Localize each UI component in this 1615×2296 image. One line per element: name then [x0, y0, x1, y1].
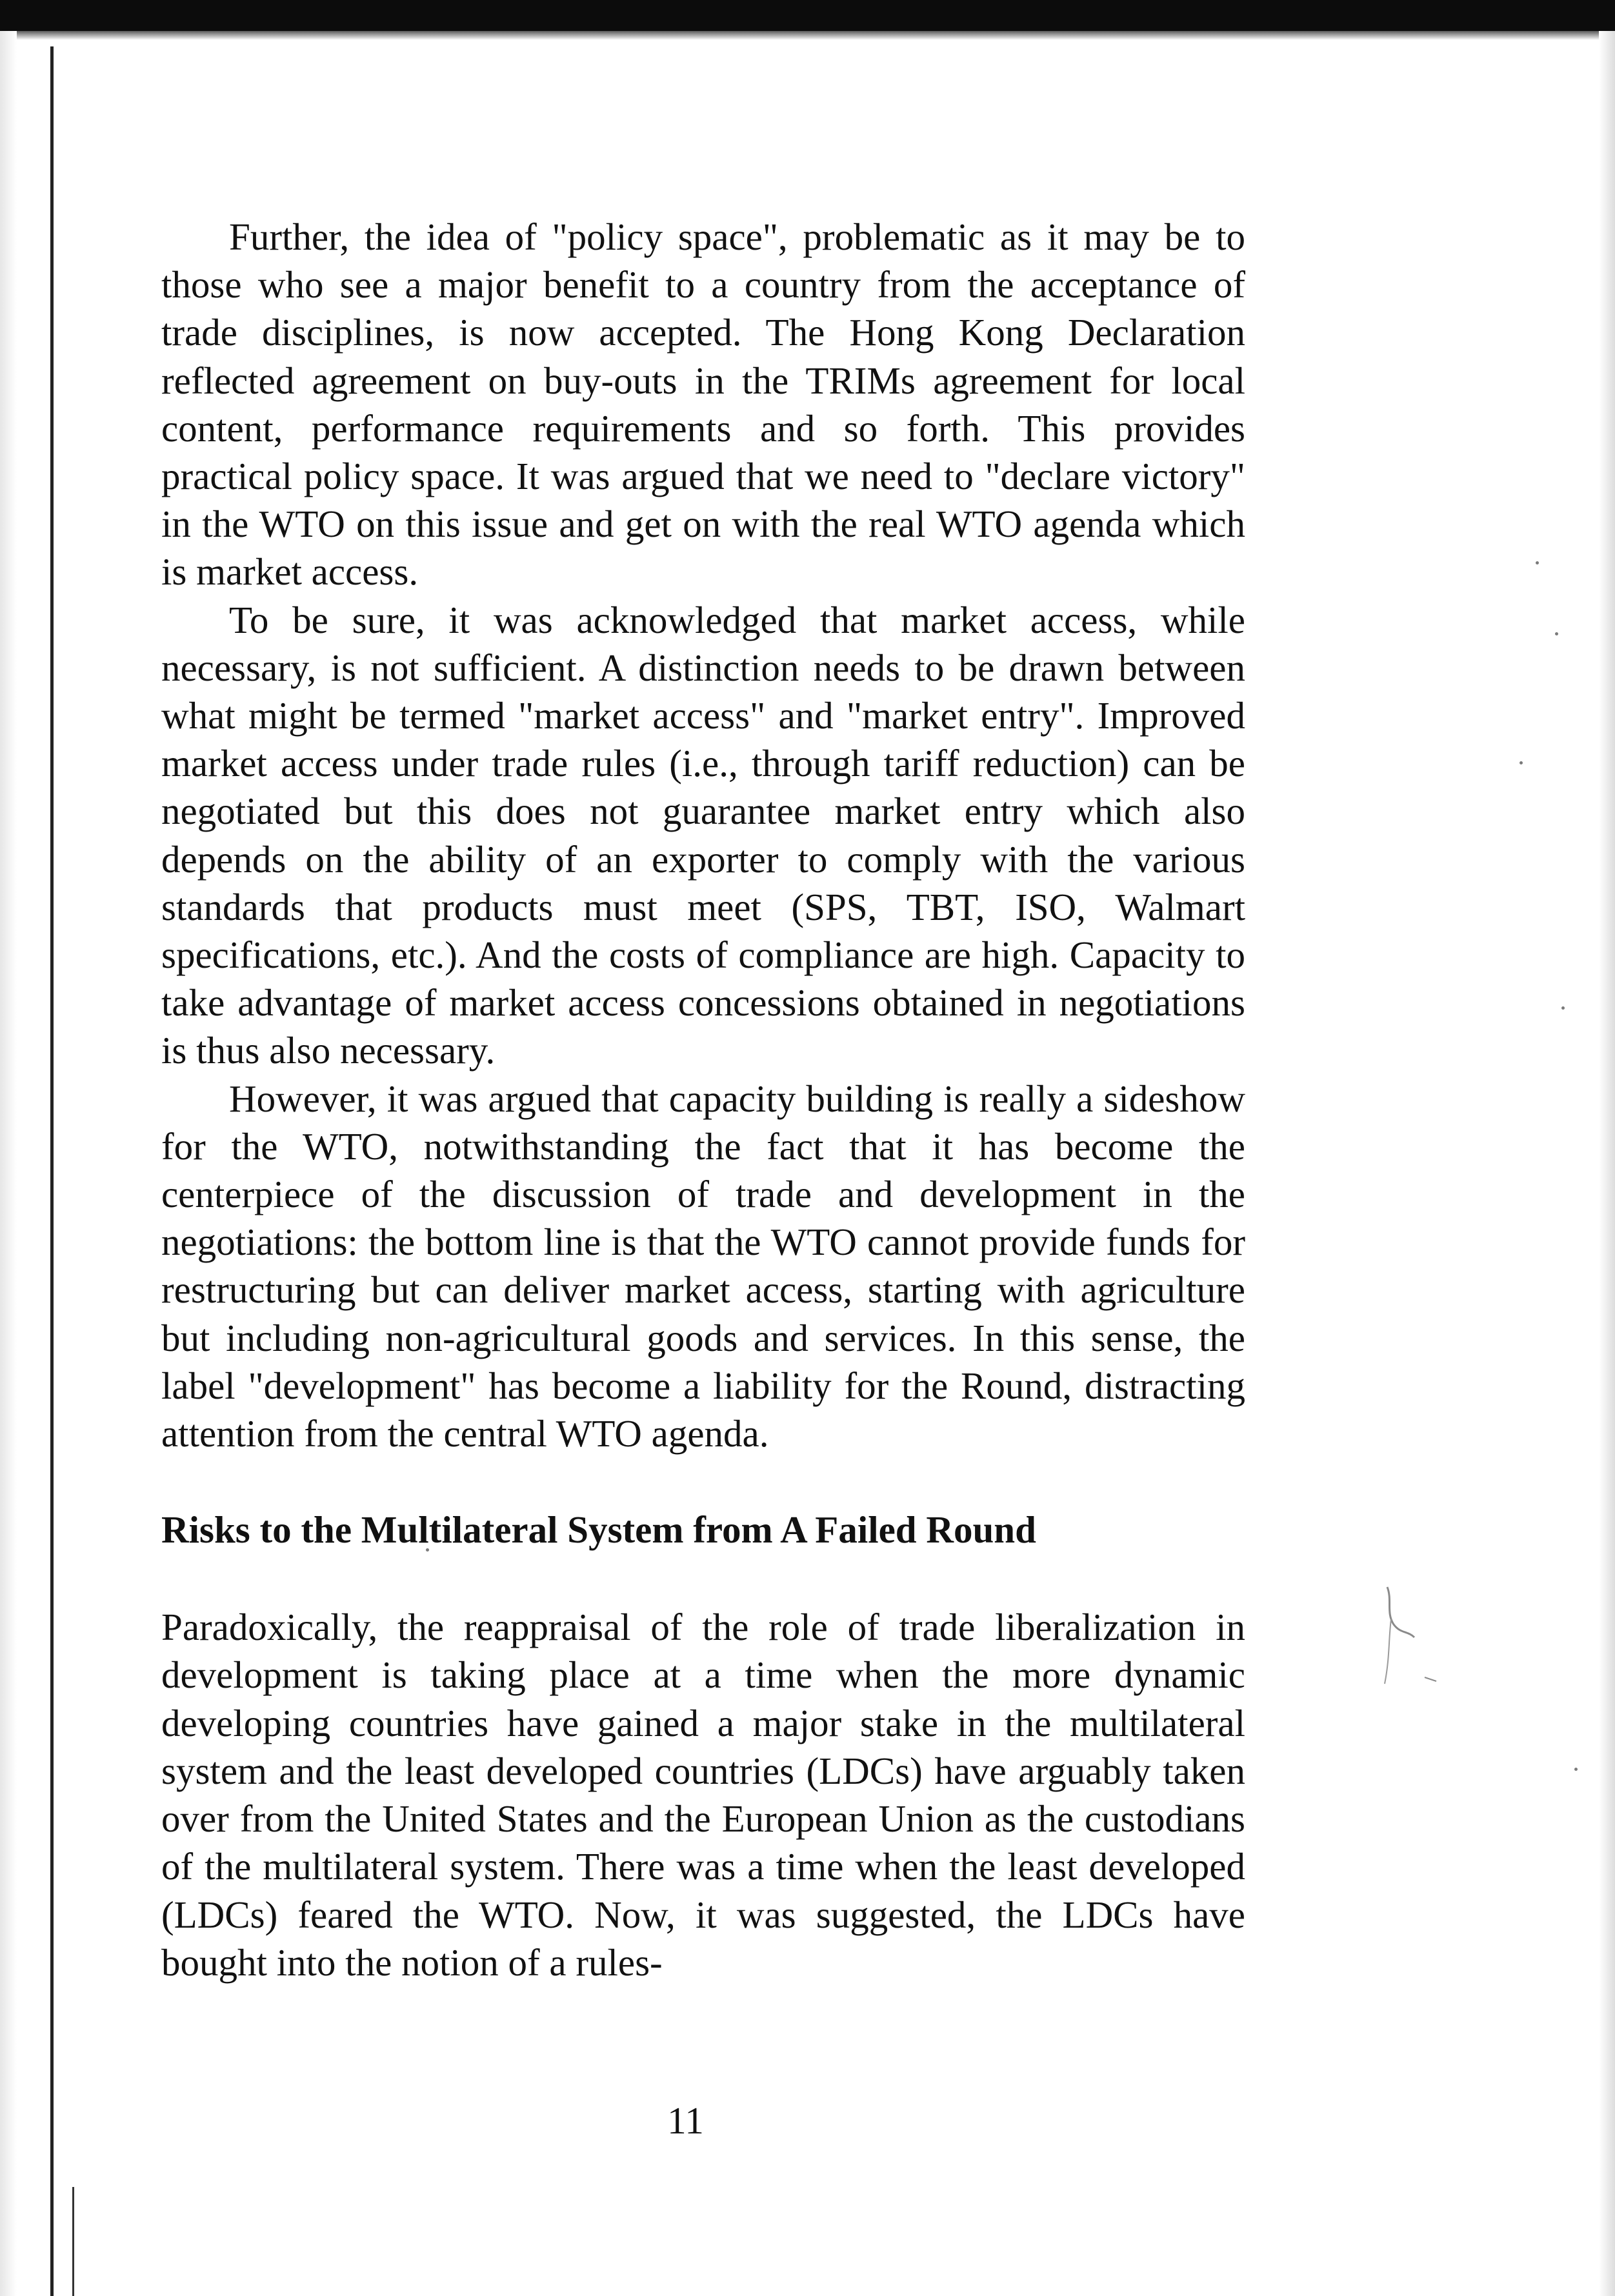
scan-speck	[1561, 1006, 1565, 1010]
scan-speck	[1555, 632, 1558, 635]
section-heading: Risks to the Multilateral System from A Failed Round	[161, 1508, 1036, 1552]
page-body	[161, 213, 1245, 1986]
paragraph: Further, the idea of "policy space", problematic as it may be to those who see a major benefit to a country from the acceptance of trade disciplines, is now accepted. The Hong Kong Declaration reflected agreement on buy-outs in the TRIMs agreement for local content, performance requirements and so forth. This provides practical policy space. It was argued that we need to "declare victory" in the WTO on this issue and get on with the real WTO agenda which is market access.	[161, 215, 1245, 594]
scan-speck	[1574, 1768, 1578, 1771]
scan-speck	[1520, 761, 1523, 764]
paragraph: However, it was argued that capacity building is really a sideshow for the WTO, notwithstanding the fact that it has become the centerpiece of the discussion of trade and development in the negotiations: the bottom line is that the WTO cannot provide funds for restructuring but can deliver market access, starting with agriculture but including non-agricultural goods and services. In this sense, the label "development" has become a liability for the Round, distracting attention from the central WTO agenda.	[161, 1077, 1245, 1455]
scan-right-edge	[1599, 31, 1615, 2296]
paragraph: To be sure, it was acknowledged that market access, while necessary, is not sufficient. A distinction needs to be drawn between what might be termed "market access" and "market entry". Improved market access under trade rules (i.e., through tariff reduction) can be negotiated but this does not guarantee market entry which also depends on the ability of an exporter to comply with the various standards that products must meet (SPS, TBT, ISO, Walmart specifications, etc.). And the costs of compliance are high. Capacity to take advantage of market access concessions obtained in negotiations is thus also necessary.	[161, 598, 1245, 1072]
scan-binding-shadow	[0, 31, 17, 2296]
page-number: 11	[667, 2099, 704, 2142]
scan-top-shadow	[0, 31, 1615, 40]
pencil-annotation-mark	[1374, 1574, 1445, 1697]
binding-edge-line	[50, 46, 54, 2296]
binding-edge-line-lower	[72, 2187, 74, 2296]
scan-speck	[1536, 561, 1539, 564]
paragraph: Paradoxically, the reappraisal of the role of trade liberalization in development is taking place at a time when the more dynamic developing countries have gained a major stake in the multilateral system and the least developed countries (LDCs) have arguably taken over from the United States and the European Union as the custodians of the multilateral system. There was a time when the least developed (LDCs) feared the WTO. Now, it was suggested, the LDCs have bought into the notion of a rules-	[161, 1606, 1245, 1984]
scan-top-border	[0, 0, 1615, 31]
